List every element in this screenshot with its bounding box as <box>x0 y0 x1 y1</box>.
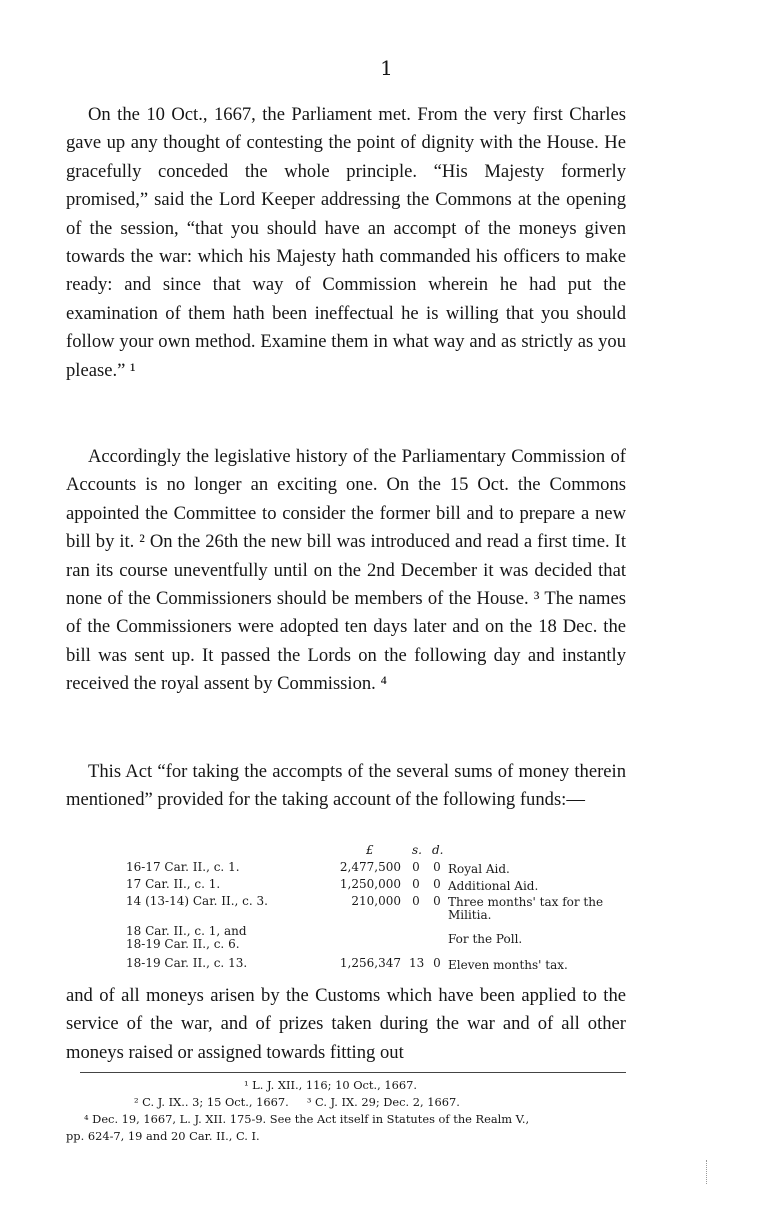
fund-description: Three months' tax for the Militia. <box>448 895 604 922</box>
footnote-1: ¹ L. J. XII., 116; 10 Oct., 1667. <box>244 1078 417 1092</box>
fund-pence: 0 <box>433 877 441 891</box>
fund-act-continued: 18-19 Car. II., c. 6. <box>126 937 240 951</box>
fund-act: 18 Car. II., c. 1, and <box>126 924 247 938</box>
fund-pence: 0 <box>433 956 441 970</box>
fund-shillings: 0 <box>412 877 420 891</box>
footnote-4: ⁴ Dec. 19, 1667, L. J. XII. 175-9. See the Act itself in Statutes of the Realm V., <box>84 1112 530 1126</box>
paragraph-1: On the 10 Oct., 1667, the Parliament met. From the very first Charles gave up any thought of contesting the point of dignity with the House. He gracefully conceded the whole principle. “His Majesty formerly promised,” said the Lord Keeper addressing the Commons at the opening of the session, “that you should have an accompt of the moneys given towards the war: which his Majesty hath commanded his officers to make ready: and since that way of Commission wherein he had put the examination of them hath been ineffectual he is willing that you should follow your own method. Examine them in what way and as strictly as you please.” ¹ <box>66 104 626 381</box>
footnote-2-3: ² C. J. IX.. 3; 15 Oct., 1667. ³ C. J. IX. 29; Dec. 2, 1667. <box>134 1095 460 1109</box>
fund-description: Royal Aid. <box>448 862 510 876</box>
pence-header: d. <box>432 843 444 857</box>
fund-pounds: 1,256,347 <box>339 956 401 970</box>
fund-pounds: 2,477,500 <box>339 860 401 874</box>
footnotes <box>66 1077 651 1145</box>
paragraph-4: and of all moneys arisen by the Customs which have been applied to the service of the war, and of prizes taken during the war and of all other moneys raised or assigned towards fitting out <box>66 985 626 1063</box>
paragraph-2: Accordingly the legislative history of the Parliamentary Commission of Accounts is no longer an exciting one. On the 15 Oct. the Commons appointed the Committee to consider the former bill and to prepare a new bill by it. ² On the 26th the new bill was introduced and read a first time. It ran its course uneventfully until on the 2nd December it was decided that none of the Commissioners should be members of the House. ³ The names of the Commissioners were adopted ten days later and on the 18 Dec. the bill was sent up. It passed the Lords on the following day and instantly received the royal assent by Commission. ⁴ <box>66 446 626 695</box>
fund-act: 18-19 Car. II., c. 13. <box>126 956 248 970</box>
fund-shillings: 13 <box>409 956 425 970</box>
page-number: 1 <box>380 56 393 80</box>
fund-description: For the Poll. <box>448 932 523 946</box>
footnote-4-continued: pp. 624-7, 19 and 20 Car. II., C. I. <box>66 1129 260 1143</box>
fund-act: 16-17 Car. II., c. 1. <box>126 860 240 874</box>
fund-pounds: 1,250,000 <box>339 877 401 891</box>
fund-act: 17 Car. II., c. 1. <box>126 877 221 891</box>
footnote-rule <box>80 1072 626 1073</box>
fund-shillings: 0 <box>412 860 420 874</box>
paragraph-3: This Act “for taking the accompts of the several sums of money therein mentioned” provided for the taking account of the following funds:— <box>66 761 626 811</box>
shillings-header: s. <box>412 843 422 857</box>
fund-shillings: 0 <box>412 894 420 908</box>
margin-mark <box>706 1160 711 1184</box>
fund-pence: 0 <box>433 894 441 908</box>
fund-description: Eleven months' tax. <box>448 958 568 972</box>
fund-act: 14 (13-14) Car. II., c. 3. <box>126 894 268 908</box>
fund-pence: 0 <box>433 860 441 874</box>
pounds-header: £ <box>366 843 374 857</box>
fund-pounds: 210,000 <box>351 894 401 908</box>
fund-description: Additional Aid. <box>448 879 539 893</box>
